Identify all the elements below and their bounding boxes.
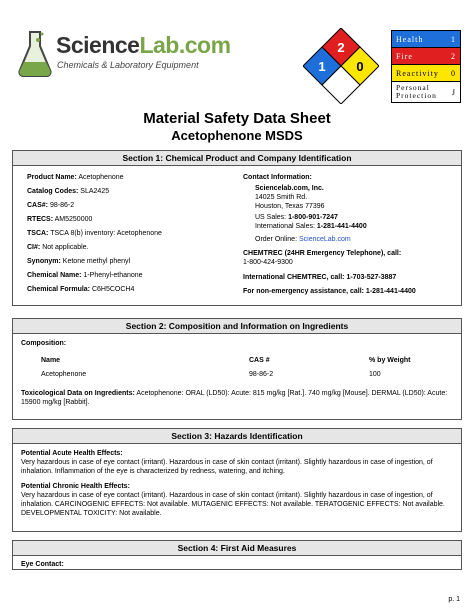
- chemical-name-row: Chemical Name: 1-Phenyl-ethanone: [27, 272, 143, 279]
- hmis-fire-row: Fire 2: [392, 48, 460, 65]
- section-4: [12, 540, 462, 570]
- logo-tagline: Chemicals & Laboratory Equipment: [57, 60, 199, 70]
- eye-contact-label: Eye Contact:: [21, 561, 64, 568]
- ci-row: CI#: Not applicable.: [27, 244, 89, 251]
- acute-effects-label: Potential Acute Health Effects:: [21, 450, 123, 457]
- address-line-2: Houston, Texas 77396: [255, 203, 325, 210]
- table-cell-name: Acetophenone: [41, 371, 87, 378]
- hmis-rating-table: [391, 30, 461, 103]
- cas-row: CAS#: 98-86-2: [27, 202, 75, 209]
- nfpa-diamond: [303, 28, 379, 104]
- section-2: [12, 318, 462, 420]
- toxicological-data: Toxicological Data on Ingredients: Acetophenone: ORAL (LD50): Acute: 815 mg/kg [Rat.]. 740 mg/kg [Mouse]. DERMAL (LD50): Acute: 15900 mg/kg [Rabbit].: [21, 390, 448, 406]
- acute-effects-text: Very hazardous in case of eye contact (irritant). Hazardous in case of skin contact (irritant). Slightly hazardous in case of ingestion, of inhalation. Inflammation of the eye is characterized by redness, watering, and itching.: [21, 459, 433, 475]
- hmis-reactivity-row: Reactivity 0: [392, 65, 460, 82]
- chronic-effects-text: Very hazardous in case of eye contact (irritant). Hazardous in case of skin contact (irritant). Slightly hazardous in case of ingestion, of inhalation. CARCINOGENIC EFFECTS: Not available. MUTAGENIC EFFECTS: Not available. TERATOGENIC EFFECTS: Not available. DEVELOPMENTAL TOXICITY: Not available.: [21, 492, 445, 517]
- document-title: Material Safety Data Sheet: [143, 110, 331, 127]
- hmis-protection-row: Personal Protection J: [392, 82, 460, 102]
- section-1-heading: Section 1: Chemical Product and Company Identification: [13, 151, 461, 166]
- document-subtitle: Acetophenone MSDS: [171, 128, 303, 143]
- flask-icon: [16, 28, 54, 78]
- order-online-link[interactable]: ScienceLab.com: [298, 236, 351, 243]
- section-2-heading: Section 2: Composition and Information on Ingredients: [13, 319, 461, 334]
- us-sales-row: US Sales: 1-800-901-7247: [255, 214, 338, 221]
- section-1: [12, 150, 462, 306]
- chronic-effects-label: Potential Chronic Health Effects:: [21, 483, 130, 490]
- table-cell-weight: 100: [369, 371, 381, 378]
- section-4-heading: Section 4: First Aid Measures: [13, 541, 461, 556]
- intl-chemtrec: International CHEMTREC, call: 1-703-527-3887: [243, 274, 397, 281]
- nfpa-fire-value: 2: [337, 40, 345, 55]
- hmis-health-row: Health 1: [392, 31, 460, 48]
- catalog-codes-row: Catalog Codes: SLA2425: [27, 188, 110, 195]
- sciencelab-logo: [12, 26, 231, 80]
- chemtrec-number: 1-800-424-9300: [243, 259, 293, 266]
- order-online-row: Order Online: ScienceLab.com: [255, 236, 351, 243]
- page-number: p. 1: [448, 596, 460, 603]
- table-header-name: Name: [41, 357, 61, 364]
- product-name-row: Product Name: Acetophenone: [27, 174, 124, 181]
- table-header-cas: CAS #: [249, 357, 270, 364]
- table-header-weight: % by Weight: [369, 357, 411, 364]
- chemtrec-label: CHEMTREC (24HR Emergency Telephone), call:: [243, 250, 402, 257]
- non-emergency-line: For non-emergency assistance, call: 1-281-441-4400: [243, 288, 416, 295]
- synonym-row: Synonym: Ketone methyl phenyl: [27, 258, 131, 265]
- composition-label: Composition:: [21, 340, 67, 347]
- company-name: Sciencelab.com, Inc.: [255, 185, 324, 192]
- section-3-heading: Section 3: Hazards Identification: [13, 429, 461, 444]
- chemical-formula-row: Chemical Formula: C6H5COCH4: [27, 286, 135, 293]
- table-cell-cas: 98-86-2: [249, 371, 274, 378]
- logo-wordmark: ScienceLab.com: [56, 32, 231, 58]
- contact-info-label: Contact Information:: [243, 174, 312, 181]
- nfpa-reactivity-value: 0: [356, 59, 364, 74]
- rtecs-row: RTECS: AM5250000: [27, 216, 93, 223]
- intl-sales-row: International Sales: 1-281-441-4400: [255, 223, 367, 230]
- address-line-1: 14025 Smith Rd.: [255, 194, 308, 201]
- section-3: [12, 428, 462, 532]
- nfpa-health-value: 1: [318, 59, 326, 74]
- tsca-row: TSCA: TSCA 8(b) inventory: Acetophenone: [27, 230, 162, 237]
